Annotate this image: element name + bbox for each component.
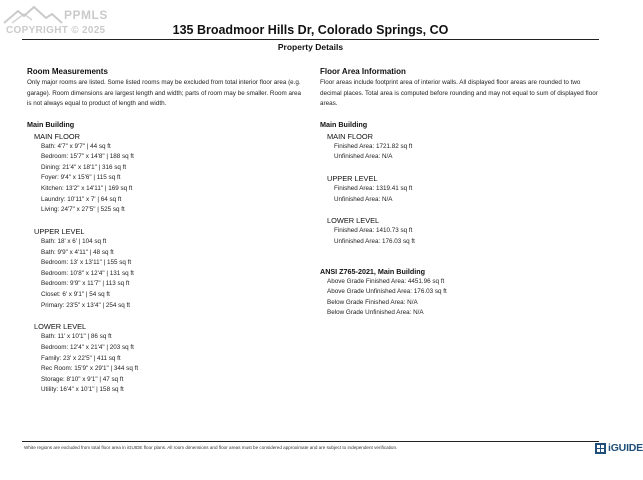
room-item: Rec Room: 15'9" x 29'1" | 344 sq ft [41, 365, 139, 373]
room-measurements-description: Only major rooms are listed. Some listed rooms may be excluded from total interior floor area (e.g. garage). Room dimensions are largest length and width; parts of room may be smaller. Room area is not always equal to product of length and width. [27, 79, 302, 107]
page-subtitle: Property Details [277, 42, 344, 52]
room-item: Utility: 16'4" x 10'1" | 158 sq ft [41, 386, 124, 394]
iguide-logo-text: iGUIDE [608, 442, 643, 454]
room-item: Family: 23' x 22'5" | 411 sq ft [41, 354, 121, 362]
level-heading-main: MAIN FLOOR [34, 131, 80, 141]
area-level-heading-upper: UPPER LEVEL [327, 173, 378, 183]
finished-area: Finished Area: 1319.41 sq ft [334, 185, 413, 193]
room-item: Closet: 6' x 9'1" | 54 sq ft [41, 291, 110, 299]
building-heading: Main Building [27, 119, 75, 129]
room-item: Dining: 21'4" x 18'1" | 316 sq ft [41, 163, 127, 171]
room-item: Kitchen: 13'2" x 14'11" | 169 sq ft [41, 185, 133, 193]
room-item: Foyer: 9'4" x 15'6" | 115 sq ft [41, 174, 121, 182]
room-item: Bath: 11' x 10'1" | 86 sq ft [41, 333, 112, 341]
watermark-brand: PPMLS [64, 8, 108, 22]
room-item: Bath: 18' x 6' | 104 sq ft [41, 238, 107, 246]
ansi-heading: ANSI Z765-2021, Main Building [320, 266, 426, 276]
unfinished-area: Unfinished Area: N/A [334, 195, 393, 203]
building-heading: Main Building [320, 119, 368, 129]
floor-area-heading: Floor Area Information [320, 67, 406, 76]
room-item: Bedroom: 15'7" x 14'8" | 188 sq ft [41, 153, 134, 161]
unfinished-area: Unfinished Area: N/A [334, 153, 393, 161]
iguide-logo-icon [595, 443, 606, 454]
room-measurements-section [27, 66, 307, 396]
area-level-heading-main: MAIN FLOOR [327, 131, 373, 141]
room-measurements-heading: Room Measurements [27, 67, 108, 76]
level-heading-upper: UPPER LEVEL [34, 226, 85, 236]
room-item: Bath: 9'9" x 4'11" | 48 sq ft [41, 248, 114, 256]
ansi-item: Below Grade Finished Area: N/A [327, 298, 418, 306]
room-item: Bedroom: 13' x 13'11" | 155 sq ft [41, 259, 132, 267]
property-address-title: 135 Broadmoor Hills Dr, Colorado Springs, CO [172, 23, 449, 37]
footer-divider [22, 441, 599, 442]
room-item: Primary: 23'5" x 13'4" | 254 sq ft [41, 301, 131, 309]
footer-disclaimer: White regions are excluded from total floor area in iGUIDE floor plans. All room dimensions and floor areas must be considered approximate and are subject to independent verification. [24, 445, 398, 450]
finished-area: Finished Area: 1721.82 sq ft [334, 142, 413, 150]
ansi-item: Below Grade Unfinished Area: N/A [327, 309, 424, 317]
ansi-item: Above Grade Unfinished Area: 176.03 sq ft [327, 288, 447, 296]
floor-area-description: Floor areas include footprint area of interior walls. All displayed floor areas are rounded to two decimal places. Total area is computed before rounding and may not equal to sum of displayed floor areas. [320, 79, 598, 107]
room-item: Bedroom: 12'4" x 21'4" | 203 sq ft [41, 344, 134, 352]
ansi-item: Above Grade Finished Area: 4451.96 sq ft [327, 277, 445, 285]
level-heading-lower: LOWER LEVEL [34, 322, 87, 332]
area-level-heading-lower: LOWER LEVEL [327, 216, 380, 226]
room-item: Storage: 8'10" x 9'1" | 47 sq ft [41, 375, 124, 383]
unfinished-area: Unfinished Area: 176.03 sq ft [334, 238, 415, 246]
room-item: Laundry: 10'11" x 7' | 64 sq ft [41, 195, 122, 203]
room-item: Bath: 4'7" x 9'7" | 44 sq ft [41, 142, 111, 150]
room-item: Bedroom: 10'8" x 12'4" | 131 sq ft [41, 269, 134, 277]
finished-area: Finished Area: 1410.73 sq ft [334, 227, 413, 235]
room-item: Bedroom: 9'9" x 11'7" | 113 sq ft [41, 280, 130, 288]
mountain-logo-icon [4, 6, 62, 24]
header-divider [22, 39, 599, 40]
watermark-copyright: COPYRIGHT © 2025 [6, 25, 106, 36]
floor-area-section [320, 66, 602, 319]
room-item: Living: 24'7" x 27'5" | 525 sq ft [41, 206, 125, 214]
